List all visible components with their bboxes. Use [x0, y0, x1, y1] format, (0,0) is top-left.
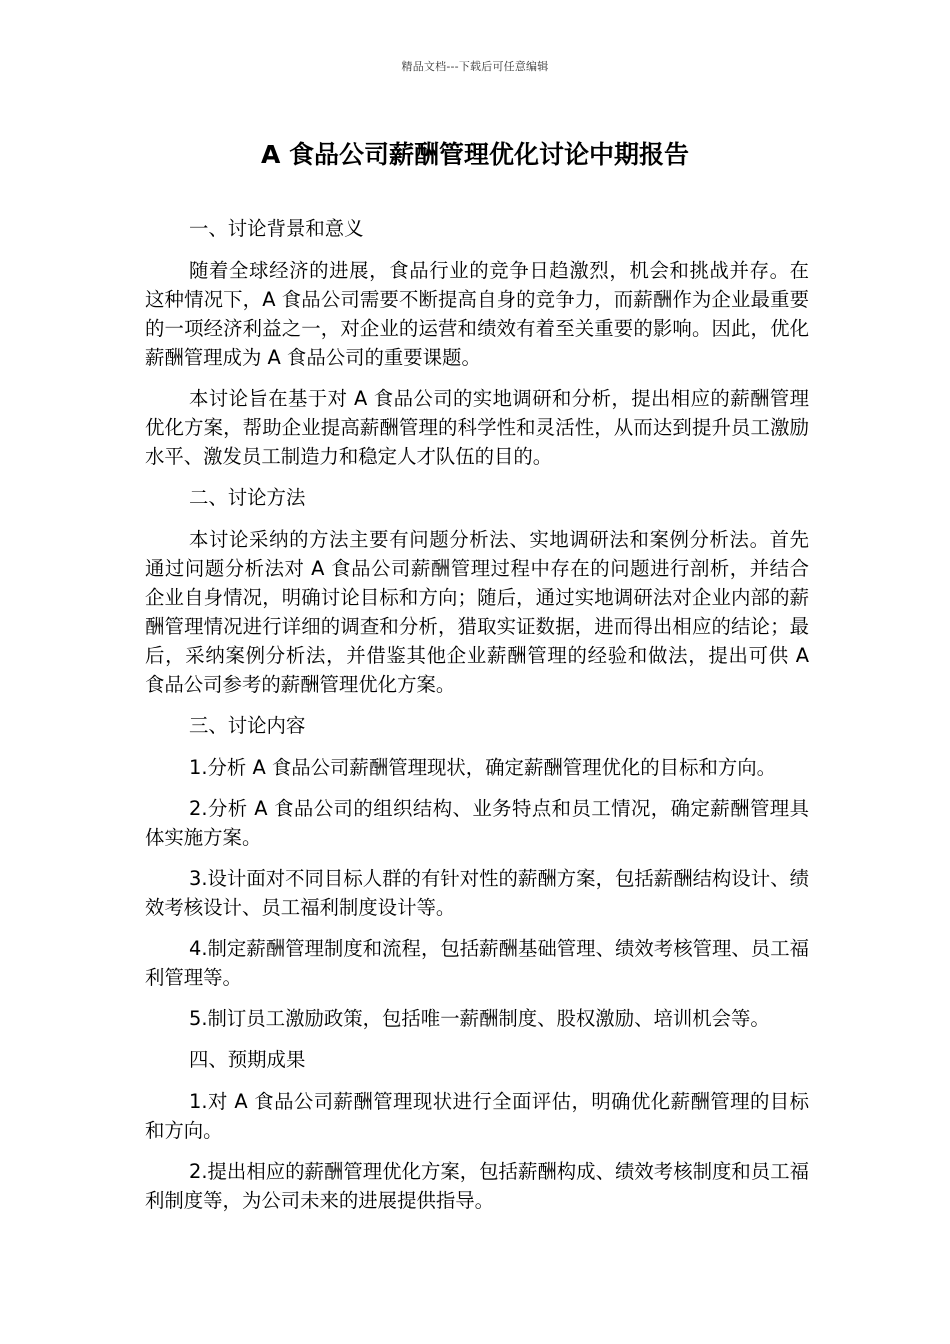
list-item: 5.制订员工激励政策，包括唯一薪酬制度、股权激励、培训机会等。 — [189, 1007, 770, 1030]
paragraph: 本讨论旨在基于对 A 食品公司的实地调研和分析，提出相应的薪酬管理优化方案，帮助企业提高薪酬管理的科学性和灵活性，从而达到提升员工激励水平、激发员工制造力和稳定人才队伍的目的。 — [145, 387, 809, 468]
list-item: 1.分析 A 食品公司薪酬管理现状，确定薪酬管理优化的目标和方向。 — [189, 756, 777, 779]
list-item: 1.对 A 食品公司薪酬管理现状进行全面评估，明确优化薪酬管理的目标和方向。 — [145, 1090, 809, 1142]
page-header-note: 精品文档---下载后可任意编辑 — [401, 60, 549, 73]
list-item: 4.制定薪酬管理制度和流程，包括薪酬基础管理、绩效考核管理、员工福利管理等。 — [145, 937, 809, 989]
section-heading-method: 二、讨论方法 — [189, 486, 306, 509]
list-item: 2.分析 A 食品公司的组织结构、业务特点和员工情况，确定薪酬管理具体实施方案。 — [145, 797, 809, 849]
paragraph: 随着全球经济的进展，食品行业的竞争日趋激烈，机会和挑战并存。在这种情况下，A 食品公司需要不断提高自身的竞争力，而薪酬作为企业最重要的一项经济利益之一，对企业的运营和绩效有着至关重要的影响。因此，优化薪酬管理成为 A 食品公司的重要课题。 — [145, 259, 809, 369]
section-heading-background: 一、讨论背景和意义 — [189, 217, 364, 240]
paragraph: 本讨论采纳的方法主要有问题分析法、实地调研法和案例分析法。首先通过问题分析法对 A 食品公司薪酬管理过程中存在的问题进行剖析，并结合企业自身情况，明确讨论目标和方向；随后，通过实地调研法对企业内部的薪酬管理情况进行详细的调查和分析，猎取实证数据，进而得出相应的结论；最后，采纳案例分析法，并借鉴其他企业薪酬管理的经验和做法，提出可供 A 食品公司参考的薪酬管理优化方案。 — [145, 528, 809, 696]
list-item: 2.提出相应的薪酬管理优化方案，包括薪酬构成、绩效考核制度和员工福利制度等，为公司未来的进展提供指导。 — [145, 1160, 809, 1212]
section-heading-results: 四、预期成果 — [189, 1048, 306, 1071]
list-item: 3.设计面对不同目标人群的有针对性的薪酬方案，包括薪酬结构设计、绩效考核设计、员工福利制度设计等。 — [145, 867, 809, 919]
section-heading-content: 三、讨论内容 — [189, 714, 306, 737]
document-body — [145, 214, 809, 1227]
document-title: A 食品公司薪酬管理优化讨论中期报告 — [260, 140, 690, 169]
